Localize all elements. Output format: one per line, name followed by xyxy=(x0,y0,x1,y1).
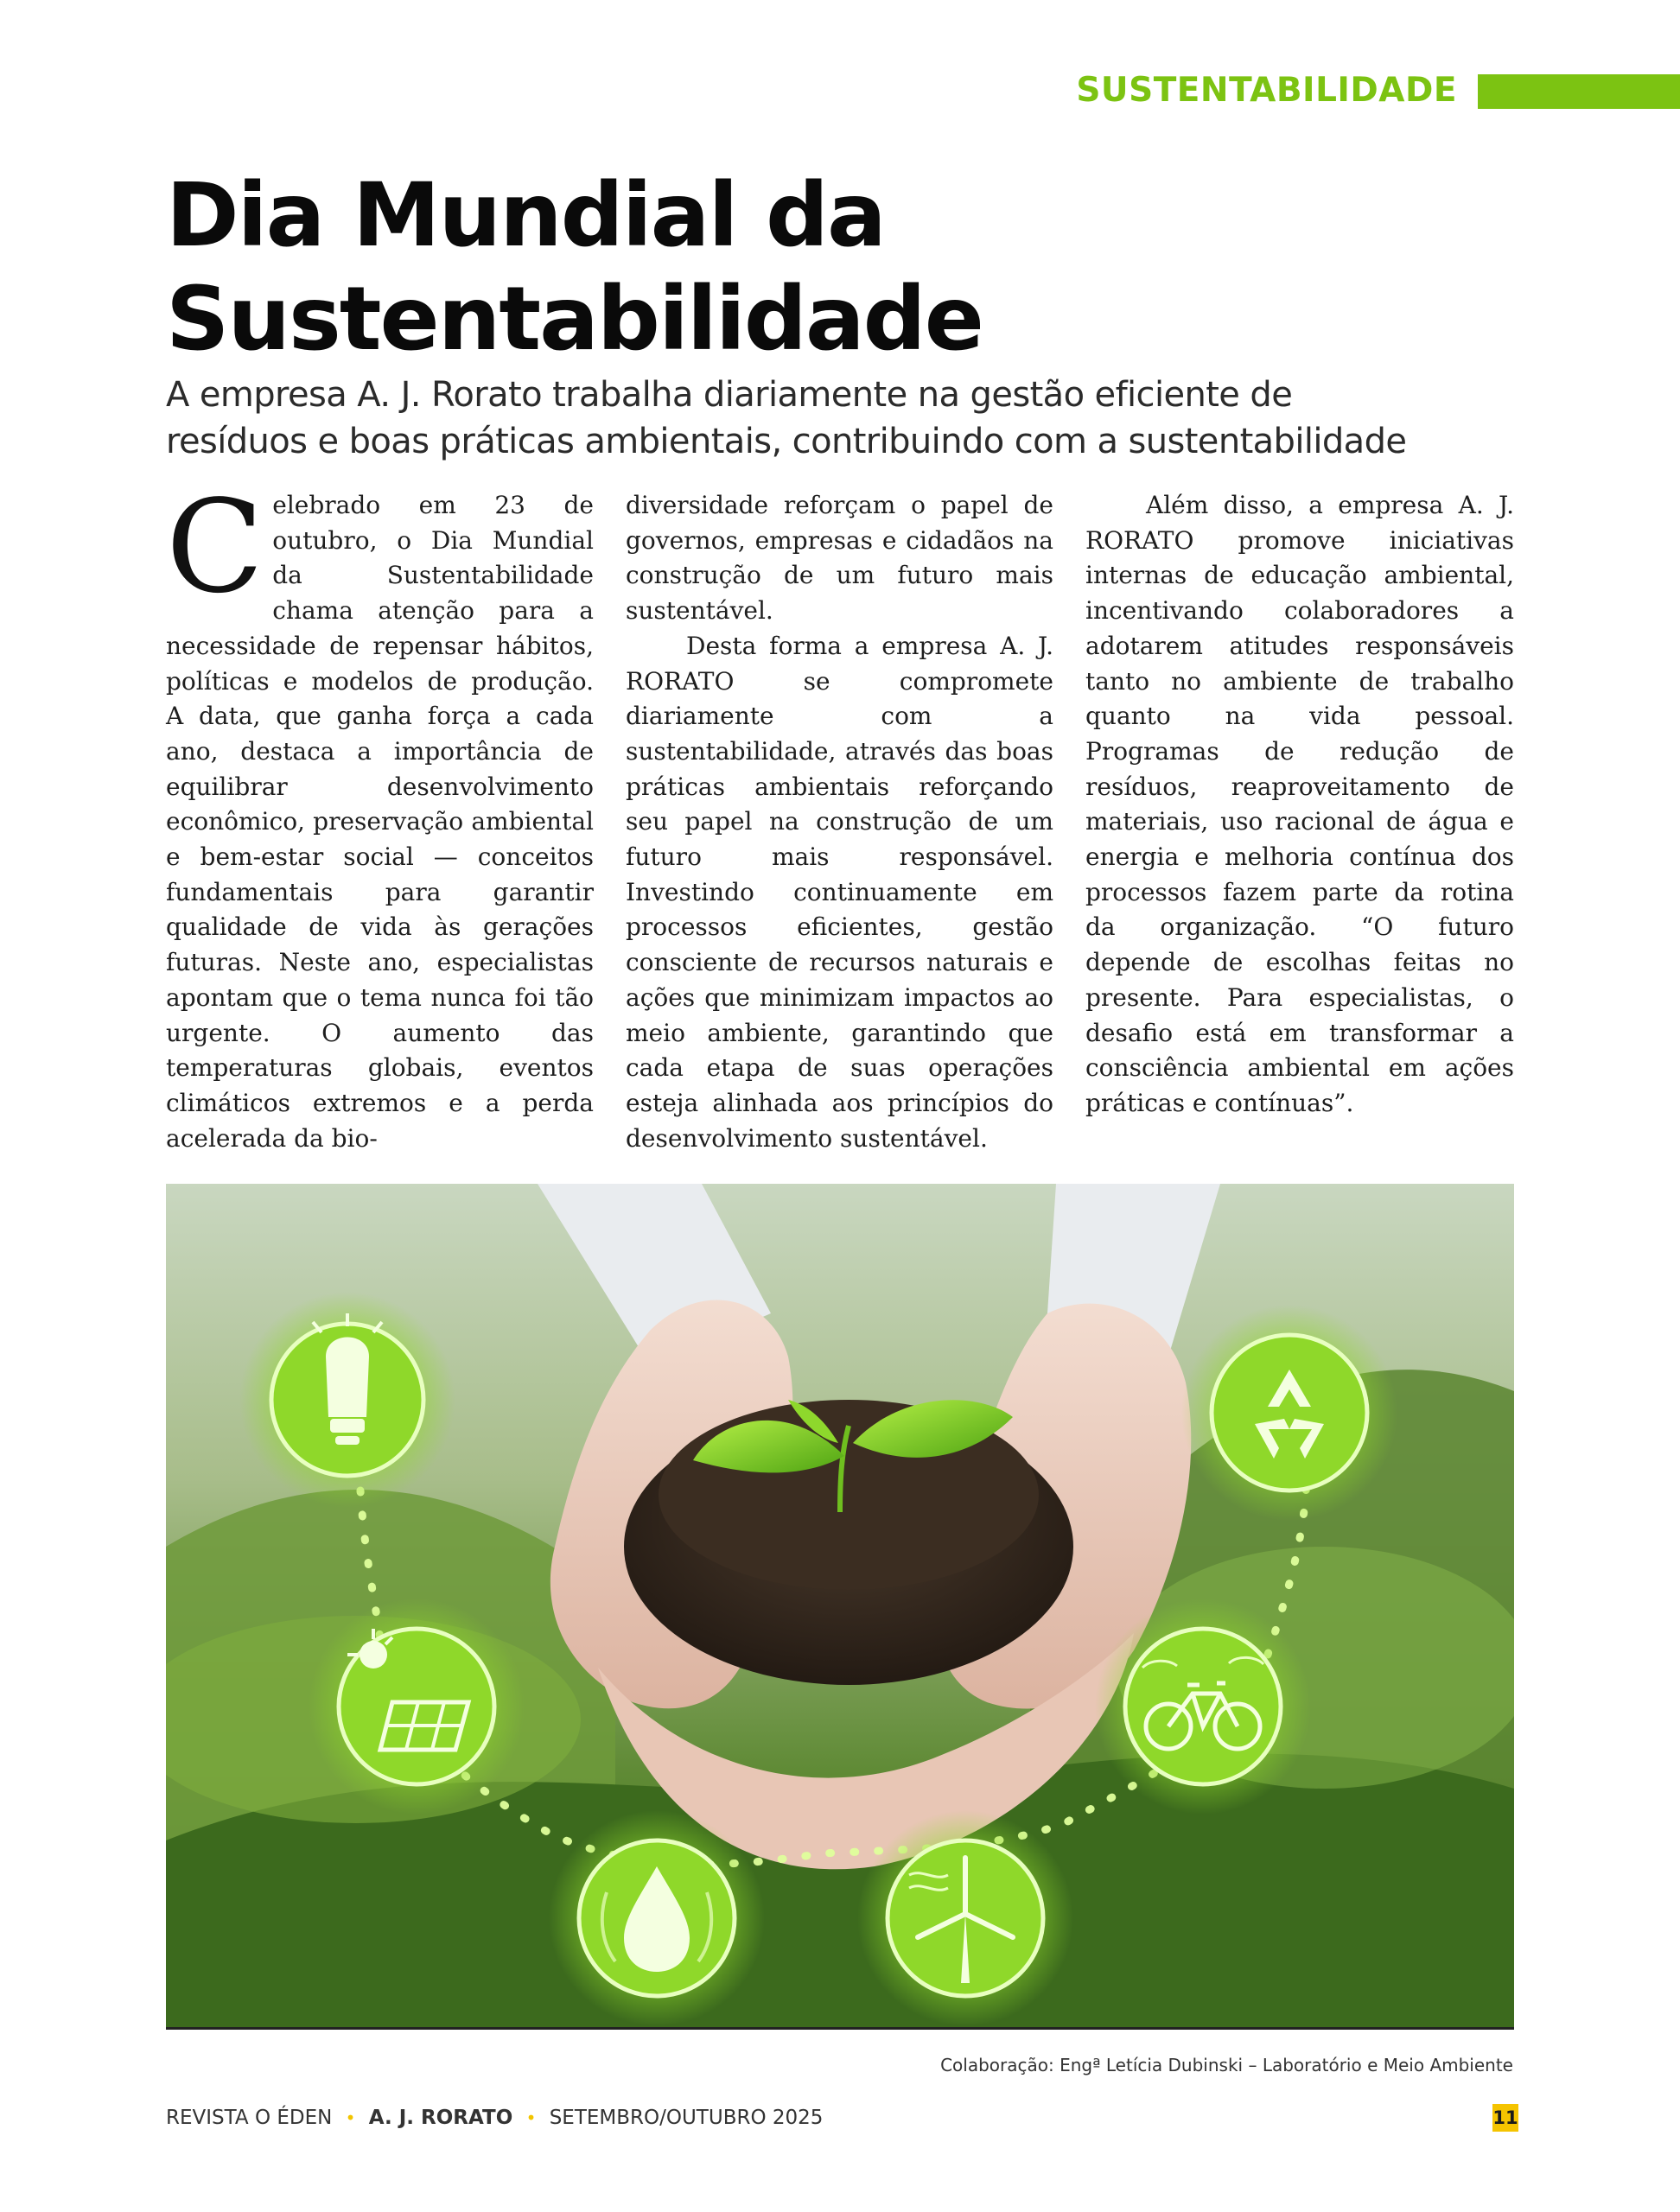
section-accent-bar xyxy=(1478,74,1680,109)
subtitle-line-1: A empresa A. J. Rorato trabalha diariamente na gestão eficiente de xyxy=(166,375,1293,415)
paragraph-1-text: elebrado em 23 de outubro, o Dia Mundial da Sustentabilidade chama atenção para a necessidade de repensar hábitos, políticas e modelos de produção. A data, que ganha força a cada ano, destaca a importância de equilibrar desenvolvimento econômico, preservação ambiental e bem-estar social — conceitos fundamentais para garantir qualidade de vida às gerações futuras. Neste ano, especialistas apontam que o tema nunca foi tão urgente. O aumento das temperaturas globais, eventos climáticos extremos e a perda acelerada da bio- xyxy=(166,491,594,1153)
photo-credit-caption: Colaboração: Engª Letícia Dubinski – Laboratório e Meio Ambiente xyxy=(940,2055,1513,2075)
paragraph-1 xyxy=(166,473,594,1156)
article-column-3 xyxy=(1085,488,1514,1122)
page-number: 11 xyxy=(1492,2104,1518,2132)
article-column-1 xyxy=(166,473,594,1156)
article-subtitle xyxy=(166,372,1549,465)
footer-issue: SETEMBRO/OUTUBRO 2025 xyxy=(549,2107,824,2129)
article-title xyxy=(166,164,1549,372)
solar-panel-icon xyxy=(309,1599,525,1815)
paragraph-3: Além disso, a empresa A. J. RORATO promove iniciativas internas de educação ambiental, incentivando colaboradores a adotarem atitudes responsáveis tanto no ambiente de trabalho quanto na vida pessoal. Programas de redução de resíduos, reaproveitamento de materiais, uso racional de água e energia e melhoria contínua dos processos fazem parte da rotina da organização. “O futuro depende de escolhas feitas no presente. Para especialistas, o desafio está em transformar a consciência ambiental em ações práticas e contínuas”. xyxy=(1085,491,1514,1117)
paragraph-2: Desta forma a empresa A. J. RORATO se compromete diariamente com a sustentabilidade, através das boas práticas ambientais reforçando seu papel na construção de um futuro mais responsável. Investindo continuamente em processos eficientes, gestão consciente de recursos naturais e ações que minimizam impactos ao meio ambiente, garantindo que cada etapa de suas operações esteja alinhada aos princípios do desenvolvimento sustentável. xyxy=(626,631,1053,1153)
light-bulb-icon xyxy=(239,1292,455,1508)
wind-turbine-icon xyxy=(857,1810,1073,2026)
footer-magazine: REVISTA O ÉDEN xyxy=(166,2107,333,2129)
title-line-2: Sustentabilidade xyxy=(166,268,983,371)
water-drop-icon xyxy=(549,1810,765,2026)
subtitle-line-2: resíduos e boas práticas ambientais, contribuindo com a sustentabilidade xyxy=(166,422,1407,461)
footer-separator-1: • xyxy=(345,2107,356,2128)
section-label: SUSTENTABILIDADE xyxy=(1076,71,1457,110)
article-column-2 xyxy=(626,488,1053,1156)
title-line-1: Dia Mundial da xyxy=(166,164,885,267)
drop-cap: C xyxy=(166,473,264,621)
article-photo xyxy=(166,1184,1514,2030)
bicycle-icon xyxy=(1095,1599,1311,1815)
footer-separator-2: • xyxy=(525,2107,537,2128)
page-footer xyxy=(166,2107,823,2129)
recycle-icon xyxy=(1181,1305,1397,1521)
paragraph-1-continued: diversidade reforçam o papel de governos, empresas e cidadãos na construção de um futuro mais sustentável. xyxy=(626,491,1053,626)
footer-brand: A. J. RORATO xyxy=(368,2107,513,2129)
